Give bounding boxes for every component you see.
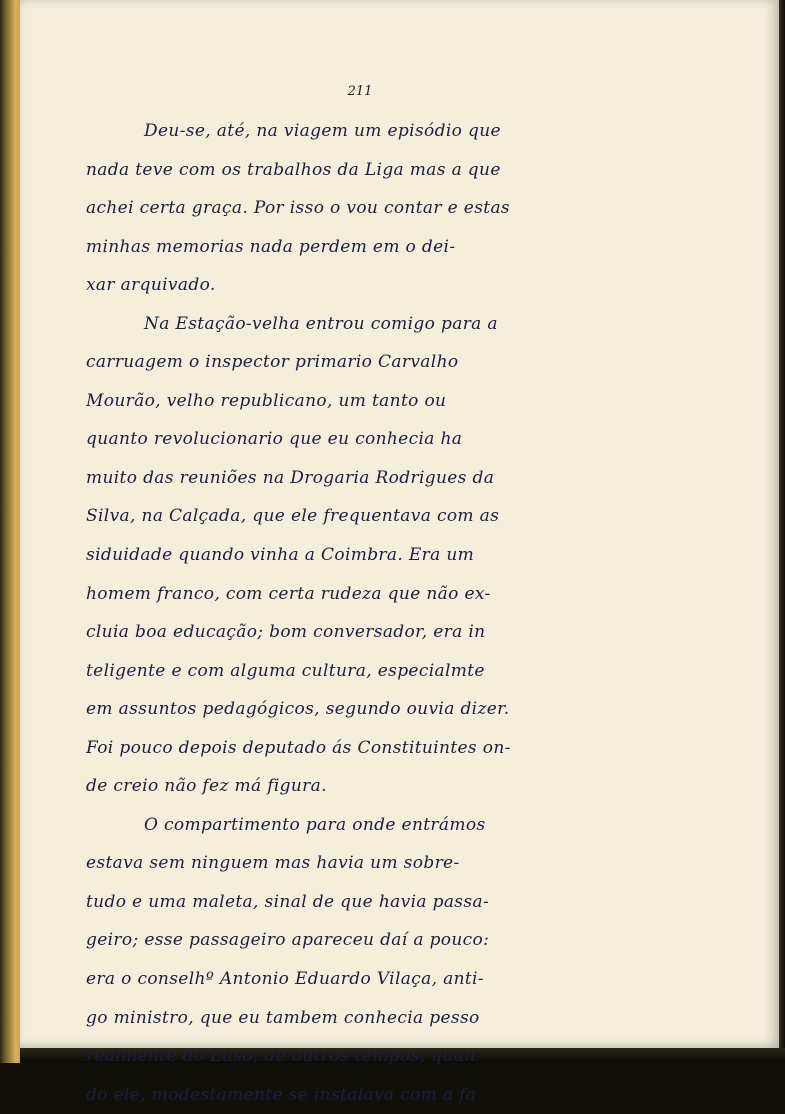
manuscript-line: Foi pouco depois deputado ás Constituintes on-	[86, 737, 511, 758]
manuscript-line: de creio não fez má figura.	[86, 776, 327, 797]
manuscript-line: Deu-se, até, na viagem um episódio que	[144, 121, 501, 141]
manuscript-line: em assuntos pedagógicos, segundo ouvia dizer.	[86, 699, 510, 720]
manuscript-line: Silva, na Calçada, que ele frequentava com as	[86, 506, 500, 527]
manuscript-line: era o conselhº Antonio Eduardo Vilaça, anti-	[86, 969, 484, 990]
manuscript-line: teligente e com alguma cultura, especialmte	[86, 660, 485, 681]
manuscript-line: muito das reuniões na Drogaria Rodrigues da	[86, 467, 495, 488]
manuscript-line: tudo e uma maleta, sinal de que havia passa-	[86, 891, 490, 912]
manuscript-line: do ele, modestamente se instalava com a fa	[86, 1084, 477, 1105]
manuscript-line: achei certa graça. Por isso o vou contar e estas	[86, 198, 511, 219]
book-binding	[0, 0, 20, 1063]
manuscript-line: Na Estação-velha entrou comigo para a	[144, 313, 498, 334]
manuscript-line: cluia boa educação; bom conversador, era in	[86, 622, 486, 643]
manuscript-line: homem franco, com certa rudeza que não ex-	[86, 583, 491, 604]
manuscript-line: Mourão, velho republicano, um tanto ou	[86, 390, 447, 411]
manuscript-line: siduidade quando vinha a Coimbra. Era um	[86, 545, 475, 566]
manuscript-line: quanto revolucionario que eu conhecia ha	[86, 429, 463, 450]
manuscript-line: carruagem o inspector primario Carvalho	[86, 352, 459, 373]
manuscript-line: realmente do Luso, de outros tempos, quan	[86, 1046, 476, 1067]
manuscript-line: O compartimento para onde entrámos	[144, 814, 486, 835]
page-right-edge	[779, 0, 785, 1063]
manuscript-line: estava sem ninguem mas havia um sobre-	[86, 853, 460, 874]
manuscript-line: nada teve com os trabalhos da Liga mas a que	[86, 159, 501, 180]
handwritten-text	[86, 112, 614, 1114]
manuscript-line: minhas memorias nada perdem em o dei-	[86, 236, 456, 257]
manuscript-line: geiro; esse passageiro apareceu daí a pouco:	[86, 930, 490, 951]
page-number: 211	[347, 84, 373, 99]
manuscript-line: xar arquivado.	[86, 275, 216, 296]
manuscript-line: go ministro, que eu tambem conhecia pesso	[86, 1007, 480, 1028]
